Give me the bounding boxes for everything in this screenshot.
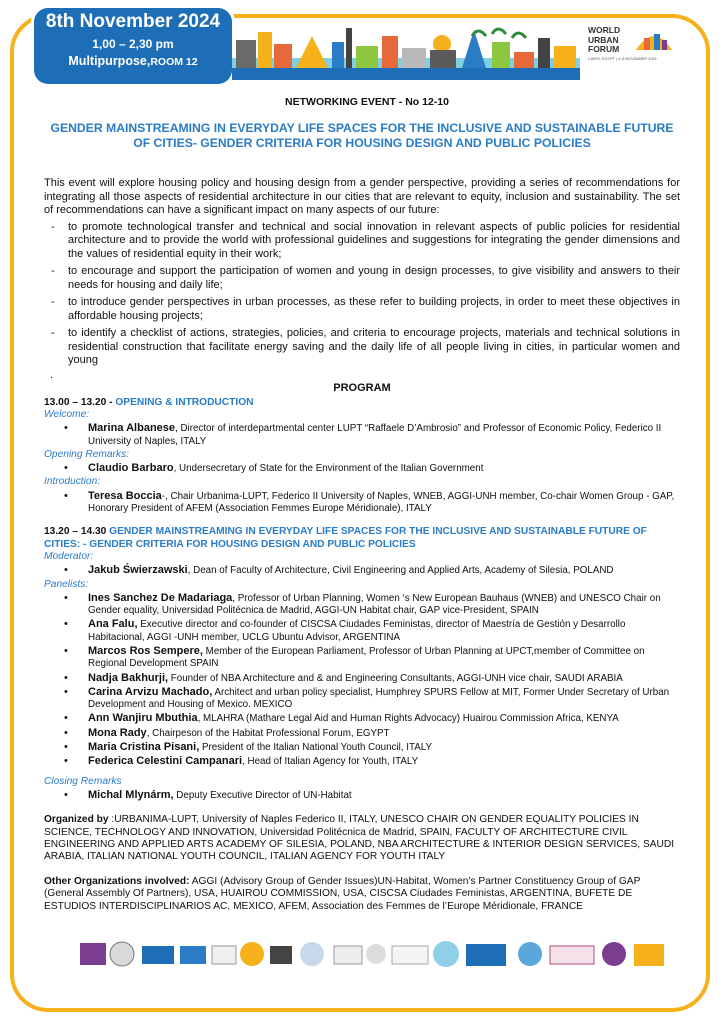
welcome-label: Welcome: (44, 409, 90, 420)
intro-paragraph: This event will explore housing policy and housing design from a gender perspective, providing a series of recommendations for integrating all those aspects of residential architecture in our cities that are relevant to equity, inclusion and sustainability. The set of recommendations can have a significant impact on many aspects of our future: (44, 177, 680, 216)
list-item: - to introduce gender perspectives in urban processes, as these refer to building projects, in order to meet these objectives in affordable housing projects; (44, 296, 680, 323)
politecnica-logo (180, 946, 206, 964)
moderator-label: Moderator: (44, 551, 94, 563)
huairou-circle-logo (433, 941, 459, 967)
cng-logo (334, 946, 362, 964)
speaker-welcome: • Marina Albanese, Director of interdepartmental center LUPT “Raffaele D’Ambrosio” and Professor of Economic Policy, Federico II University of Naples, ITALY (44, 422, 680, 448)
introduction-label: Introduction: (44, 476, 101, 488)
session-2-heading: 13.20 – 14.30 GENDER MAINSTREAMING IN EVERYDAY LIFE SPACES FOR THE INCLUSIVE AND SUSTAINABLE FUTURE OF CITIES: - GENDER CRITERIA FOR HOUSING DESIGN AND PUBLIC POLICIES (44, 526, 647, 550)
list-item: - to promote technological transfer and technical and social innovation in relevant aspects of public policies for residential architecture and to provide the world with professional guidelines and suggestions for integrating the gender dimensions and the values of residential equity in their work; (44, 221, 680, 262)
ciscsa-logo (518, 942, 542, 966)
lupt-logo (80, 943, 106, 965)
world-urban-forum-logo: WORLD URBAN FORUM CAIRO, EGYPT | 4–8 NOVEMBER 2024 (588, 26, 676, 78)
session-1-heading: 13.00 – 13.20 - OPENING & INTRODUCTION (44, 396, 254, 408)
panelist: • Federica Celestini Campanari, Head of Italian Agency for Youth, ITALY (44, 755, 680, 768)
objectives-list (44, 221, 680, 368)
event-date: 8th November 2024 (45, 11, 221, 32)
gap-logo (602, 942, 626, 966)
speaker-introduction: • Teresa Boccia-, Chair Urbanima-LUPT, Federico II University of Naples, WNEB, AGGI-UNH member, Co-chair Women Group - GAP, Honorary President of AFEM (Association Femmes Europe Méridionale), ITALY (44, 490, 680, 516)
panelist: • Carina Arvizu Machado, Architect and urban policy specialist, Humphrey SPURS Fellow at MIT, Former Under Secretary of Urban Development and Housing of Mexico. MEXICO (44, 686, 680, 712)
date-box (34, 8, 232, 84)
panelist: • Ana Falu, Executive director and co-founder of CISCSA Ciudades Feministas, director of Maestría de Gestión y Desarrollo Habitacional, AGGI -UNH member, UCLG Ubuntu Advisor, ARGENTINA (44, 618, 680, 644)
huairou-commission-logo (550, 946, 594, 964)
unesco-logo (142, 946, 174, 964)
afem-logo (300, 942, 324, 966)
panelist: • Nadja Bakhurji, Founder of NBA Architecture and & and Engineering Consultants, AGGI-UNH vice chair, SAUDI ARABIA (44, 672, 680, 685)
panelist: • Mona Rady, Chairpeson of the Habitat Professional Forum, EGYPT (44, 727, 680, 740)
list-item: - to encourage and support the participation of women and young in design processes, to give visibility and answers to their needs for housing and daily life; (44, 265, 680, 292)
event-title: GENDER MAINSTREAMING IN EVERYDAY LIFE SPACES FOR THE INCLUSIVE AND SUSTAINABLE FUTURE OF CITIES- GENDER CRITERIA FOR HOUSING DESIGN AND PUBLIC POLICIES (50, 121, 674, 150)
agenzia-giovani-logo (392, 946, 428, 964)
panelist: • Ines Sanchez De Madariaga, Professor of Urban Planning, Women ‘s New European Bauhaus (WNEB) and UNESCO Chair on Gender equality, Universidad Politécnica de Madrid, AGGI-UN Habitat chair, GAP vice-President, SPAIN (44, 592, 680, 618)
italy-emblem (366, 944, 386, 964)
speaker-opening: • Claudio Barbaro, Undersecretary of State for the Environment of the Italian Government (44, 462, 680, 475)
event-time: 1,00 – 2,30 pm (92, 37, 174, 51)
nba-logo (212, 946, 236, 964)
panelists-list (44, 592, 680, 769)
as-logo (270, 946, 292, 964)
panelists-label: Panelists: (44, 578, 89, 590)
event-type: NETWORKING EVENT - No 12-10 (285, 96, 449, 108)
speaker-closing: • Michal Mlynárm, Deputy Executive Director of UN-Habitat (44, 789, 680, 802)
partner-logos-strip (74, 940, 674, 970)
other-organizations: Other Organizations involved: AGGI (Advisory Group of Gender Issues)UN-Habitat, Women’s Partner Constituency Group of GAP (General Assembly Of Partners), USA, HUAIROU COMMISSION, USA, CISCSA Ciudades Feministas, ARGENTINA, BUFETE DE ESTUDIOS INTERDISCIPLINARIOS AC, MEXICO, AFEM, Association des Femmes de l’Europe Méridionale, FRANCE (44, 875, 641, 912)
closing-label: Closing Remarks (44, 775, 122, 787)
program-heading: PROGRAM (333, 381, 391, 394)
federico-ii-seal (110, 942, 134, 966)
panelist: • Marcos Ros Sempere, Member of the European Parliament, Professor of Urban Planning at UPCT,member of Committee on Regional Development SPAIN (44, 645, 680, 671)
cairo-skyline-banner (232, 22, 580, 80)
bufete-logo (634, 944, 664, 966)
list-item: - to identify a checklist of actions, strategies, policies, and criteria to encourage projects, materials and technical solutions in residential construction that facilitate energy saving and the daily life of all people living in cities, in particular women and young (44, 327, 680, 368)
stray-dot: . (50, 368, 53, 381)
speaker-moderator: • Jakub Świerzawski, Dean of Faculty of Architecture, Civil Engineering and Applied Arts, Academy of Silesia, POLAND (44, 564, 680, 577)
opening-label: Opening Remarks: (44, 448, 129, 460)
panelist: • Ann Wanjiru Mbuthia, MLAHRA (Mathare Legal Aid and Human Rights Advocacy) Huairou Commission Africa, KENYA (44, 712, 680, 725)
document-body (44, 96, 680, 913)
academy-silesia-logo (240, 942, 264, 966)
panelist: • Maria Cristina Pisani, President of the Italian National Youth Council, ITALY (44, 741, 680, 754)
aggi-unhabitat-logo (466, 944, 506, 966)
event-room: Multipurpose,ROOM 12 (68, 54, 198, 68)
organized-by: Organized by :URBANIMA-LUPT, University of Naples Federico II, ITALY, UNESCO CHAIR ON GENDER EQUALITY POLICIES IN SCIENCE, TECHNOLOGY AND INNOVATION, Universidad Politécnica de Madrid, SPAIN, FACULTY OF ARCHITECTURE CIVIL ENGINEERING AND APPLIED ARTS ACADEMY OF SILESIA, POLAND, NBA ARCHITECTURE & INTERIOR DESIGN SERVICES, SAUDI ARABIA, ITALIAN NATIONAL YOUTH COUNCIL, ITALIAN AGENCY FOR YOUTH ITALY (44, 814, 675, 863)
